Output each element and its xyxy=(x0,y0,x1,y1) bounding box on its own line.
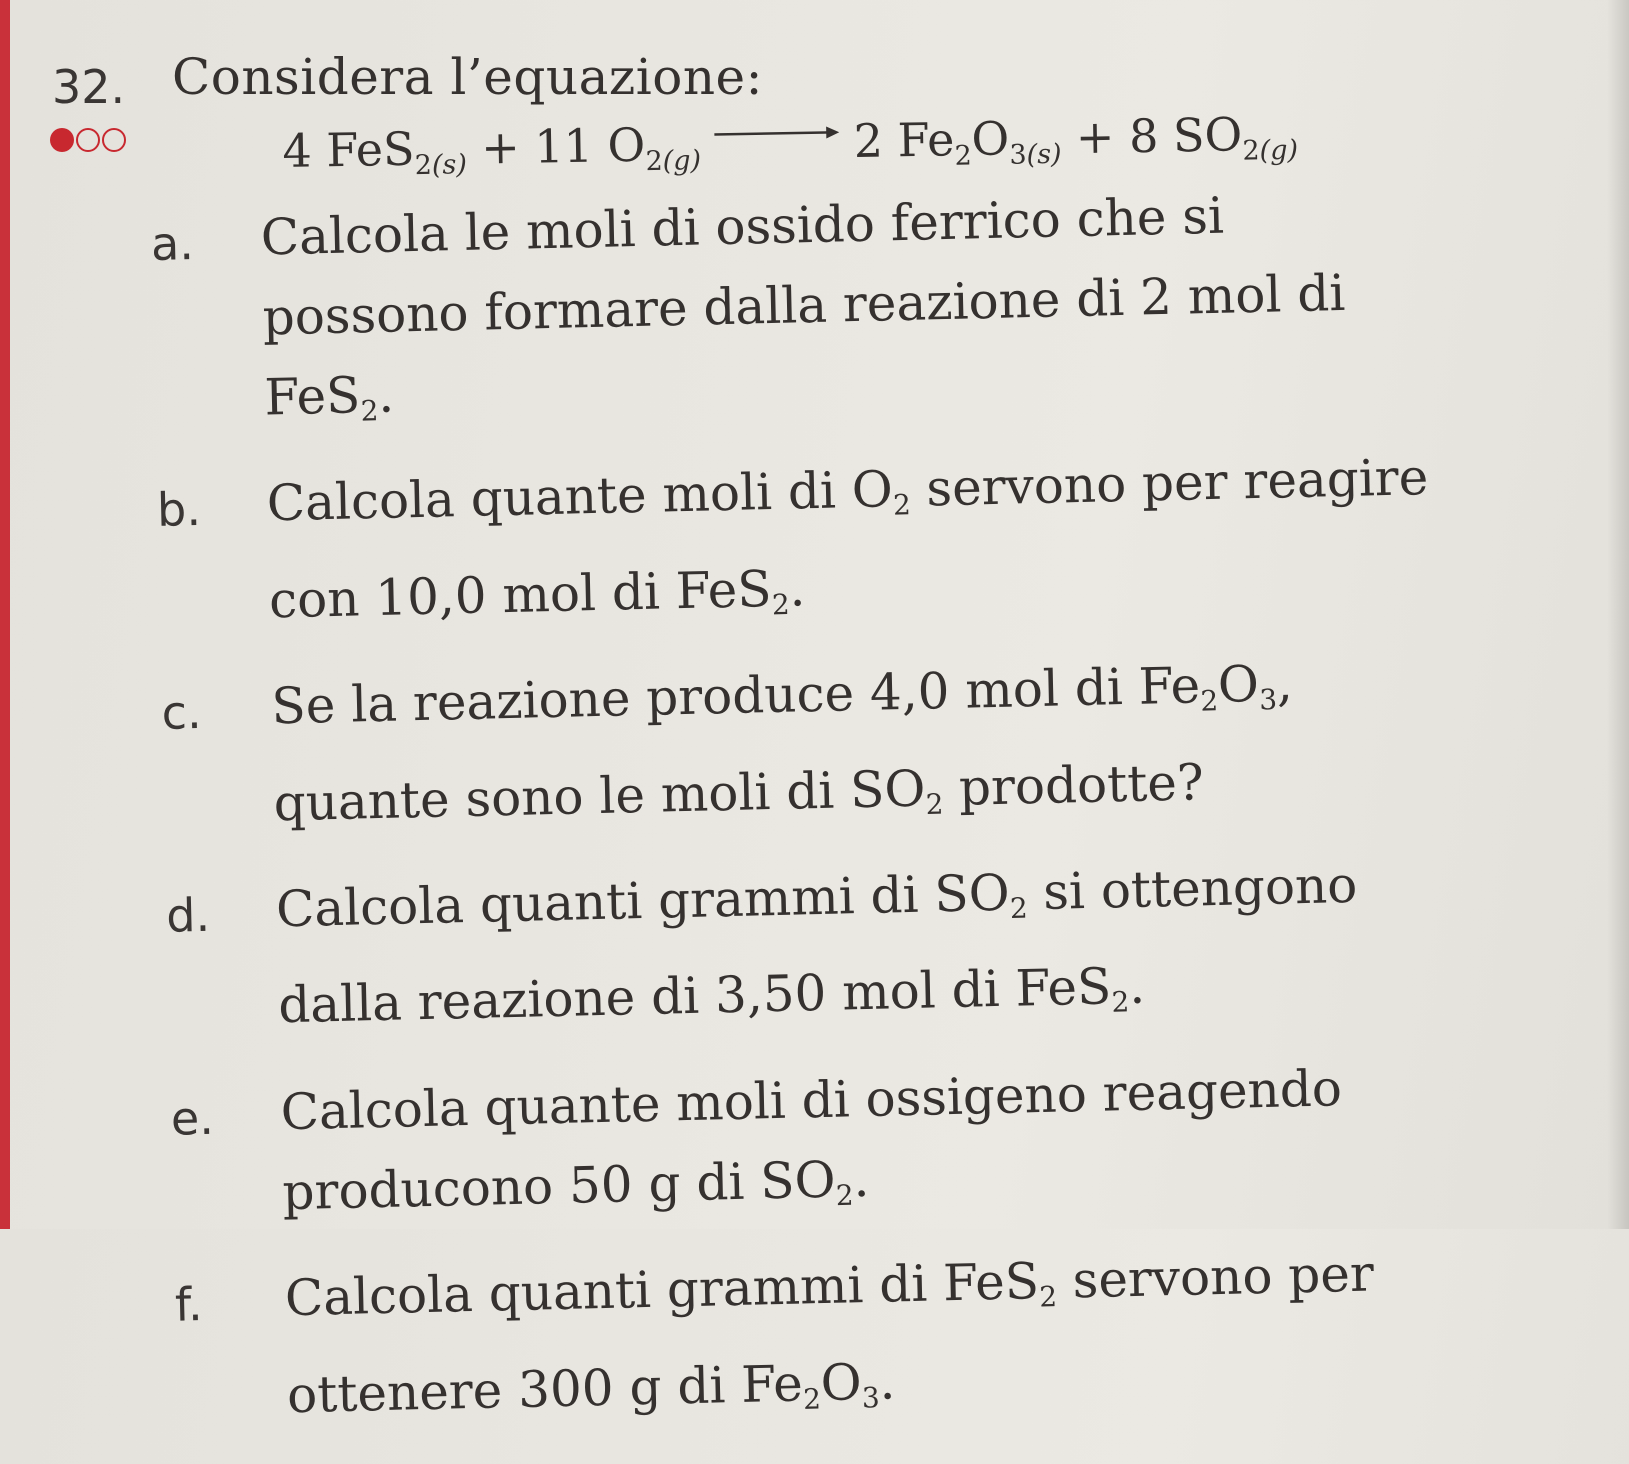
formula: FeS xyxy=(325,121,415,178)
question-item-d xyxy=(165,842,1469,1064)
subscript: 2 xyxy=(802,1381,822,1416)
question-letter: b. xyxy=(156,482,202,538)
text-run: . xyxy=(852,1149,870,1209)
formula: Fe xyxy=(897,112,955,168)
question-letter: f. xyxy=(174,1277,204,1332)
subscript: 3 xyxy=(861,1380,881,1415)
text-run: . xyxy=(788,559,806,618)
reactant-1 xyxy=(282,121,467,184)
subscript: 2 xyxy=(954,140,973,172)
subscript: 2 xyxy=(892,488,912,522)
text-run: Calcola quanti grammi di SO xyxy=(275,863,1011,939)
exercise-title: Considera l’equazione: xyxy=(172,48,763,106)
subscript: 2 xyxy=(1242,135,1260,167)
formula: O xyxy=(607,117,646,173)
question-text xyxy=(271,640,1455,860)
coefficient: 4 xyxy=(282,123,327,178)
text-run: O xyxy=(1217,655,1260,715)
text-run: Se la reazione produce 4,0 mol di Fe xyxy=(270,656,1201,736)
text-run: O xyxy=(819,1352,863,1412)
subscript: 2 xyxy=(1009,891,1029,926)
text-run: prodotte? xyxy=(942,752,1205,817)
subscript: 2 xyxy=(360,394,379,428)
state-subscript: (s) xyxy=(1026,138,1062,171)
plus-sign: + xyxy=(466,119,535,175)
chemical-equation xyxy=(282,106,1298,183)
question-text xyxy=(260,171,1446,454)
question-letter: e. xyxy=(170,1090,215,1146)
coefficient: 8 xyxy=(1128,108,1174,164)
difficulty-dot-empty-icon xyxy=(102,128,126,152)
text-run: Calcola le moli di ossido ferrico che si possono formare dalla reazione di 2 mol di FeS xyxy=(260,186,1346,427)
subscript: 3 xyxy=(1009,139,1027,171)
text-run: Calcola quante moli di O xyxy=(266,460,894,533)
text-run: servono per reagire con 10,0 mol di FeS xyxy=(268,448,1429,630)
question-letter: d. xyxy=(165,887,211,943)
difficulty-indicator xyxy=(50,128,126,152)
text-run: Calcola quanti grammi di FeS xyxy=(284,1252,1040,1328)
question-item-b xyxy=(156,437,1460,659)
text-run: Calcola quante moli di ossigeno reagendo producono 50 g di SO xyxy=(280,1058,1343,1221)
question-letter: a. xyxy=(150,216,195,271)
question-text xyxy=(284,1232,1468,1452)
subscript: 2 xyxy=(925,787,944,821)
question-list xyxy=(150,171,1478,1464)
subscript: 2 xyxy=(835,1178,855,1212)
question-text xyxy=(266,437,1450,657)
difficulty-dot-filled-icon xyxy=(50,128,74,152)
subscript: 2 xyxy=(414,149,433,182)
state-subscript: (g) xyxy=(1259,134,1299,167)
state-subscript: (g) xyxy=(662,145,702,177)
question-text xyxy=(280,1045,1464,1248)
subscript: 2 xyxy=(771,587,791,622)
reaction-arrow-icon xyxy=(715,125,840,141)
exercise-number: 32. xyxy=(52,60,126,114)
reactant-2 xyxy=(534,117,701,179)
question-item-e xyxy=(170,1045,1474,1251)
subscript: 2 xyxy=(1200,684,1219,718)
page-shadow xyxy=(1607,0,1629,1229)
question-item-c xyxy=(161,640,1465,862)
plus-sign: + xyxy=(1060,109,1130,165)
text-run: . xyxy=(1128,956,1146,1016)
formula: SO xyxy=(1172,107,1243,163)
question-letter: c. xyxy=(161,685,203,741)
margin-red-rule xyxy=(0,0,10,1229)
state-subscript: (s) xyxy=(431,149,468,181)
difficulty-dot-empty-icon xyxy=(76,128,100,152)
question-text xyxy=(275,843,1459,1063)
coefficient: 11 xyxy=(533,118,609,174)
question-item-a xyxy=(150,171,1455,457)
text-run: . xyxy=(377,365,395,424)
text-run: si ottengono dalla reazione di 3,50 mol di FeS xyxy=(277,855,1358,1035)
subscript: 2 xyxy=(1038,1280,1058,1314)
coefficient: 2 xyxy=(853,113,899,169)
text-run: servono per ottenere 300 g di Fe xyxy=(286,1244,1375,1424)
product-2 xyxy=(1129,106,1299,168)
question-item-f xyxy=(174,1231,1478,1453)
formula: O xyxy=(970,111,1010,166)
subscript: 3 xyxy=(1258,683,1278,717)
subscript: 2 xyxy=(1111,985,1130,1020)
text-run: , quante sono le moli di SO xyxy=(273,654,1294,832)
text-run: . xyxy=(878,1351,896,1411)
product-1 xyxy=(853,110,1062,173)
subscript: 2 xyxy=(645,145,663,178)
